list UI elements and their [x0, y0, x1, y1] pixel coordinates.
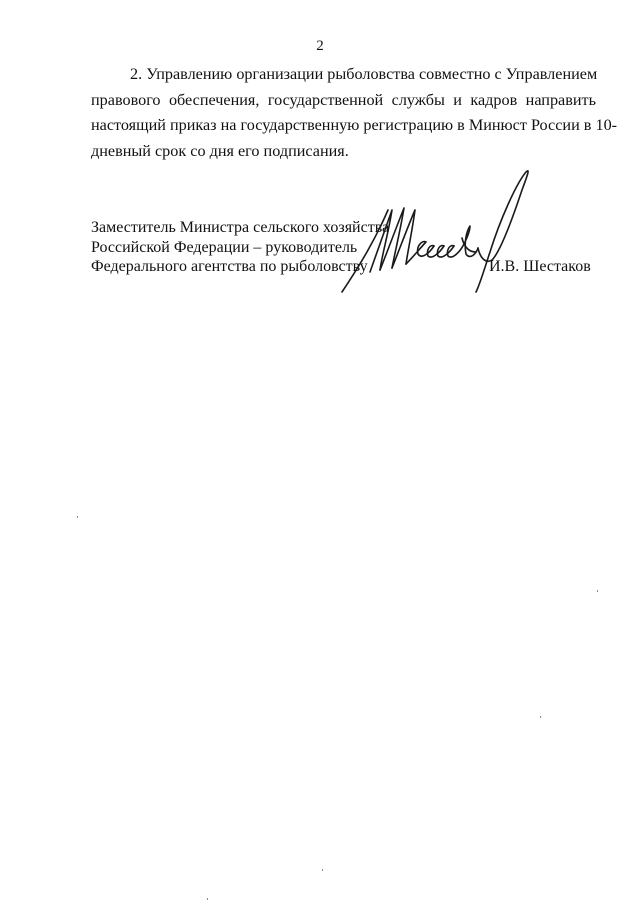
signatory-title-line: Заместитель Министра сельского хозяйства — [91, 219, 390, 236]
page-number: 2 — [316, 38, 324, 54]
scan-speck — [540, 716, 541, 718]
paragraph-line: дневный срок со дня его подписания. — [91, 141, 349, 160]
signatory-title-line: Федерального агентства по рыболовству — [91, 258, 368, 275]
paragraph-line: правового обеспечения, государственной службы и кадров направить — [91, 90, 596, 109]
signatory-name: И.В. Шестаков — [489, 258, 591, 275]
paragraph-line: настоящий приказ на государственную регистрацию в Минюст России в 10- — [91, 116, 618, 134]
scan-speck — [322, 869, 323, 871]
scan-speck — [597, 590, 598, 592]
paragraph-line: 2. Управлению организации рыболовства совместно с Управлением — [130, 65, 598, 83]
signatory-title-line: Российской Федерации – руководитель — [91, 238, 358, 256]
order-paragraph — [91, 62, 618, 164]
scan-speck — [77, 516, 78, 518]
handwritten-signature — [330, 160, 560, 300]
scan-speck — [207, 898, 208, 900]
